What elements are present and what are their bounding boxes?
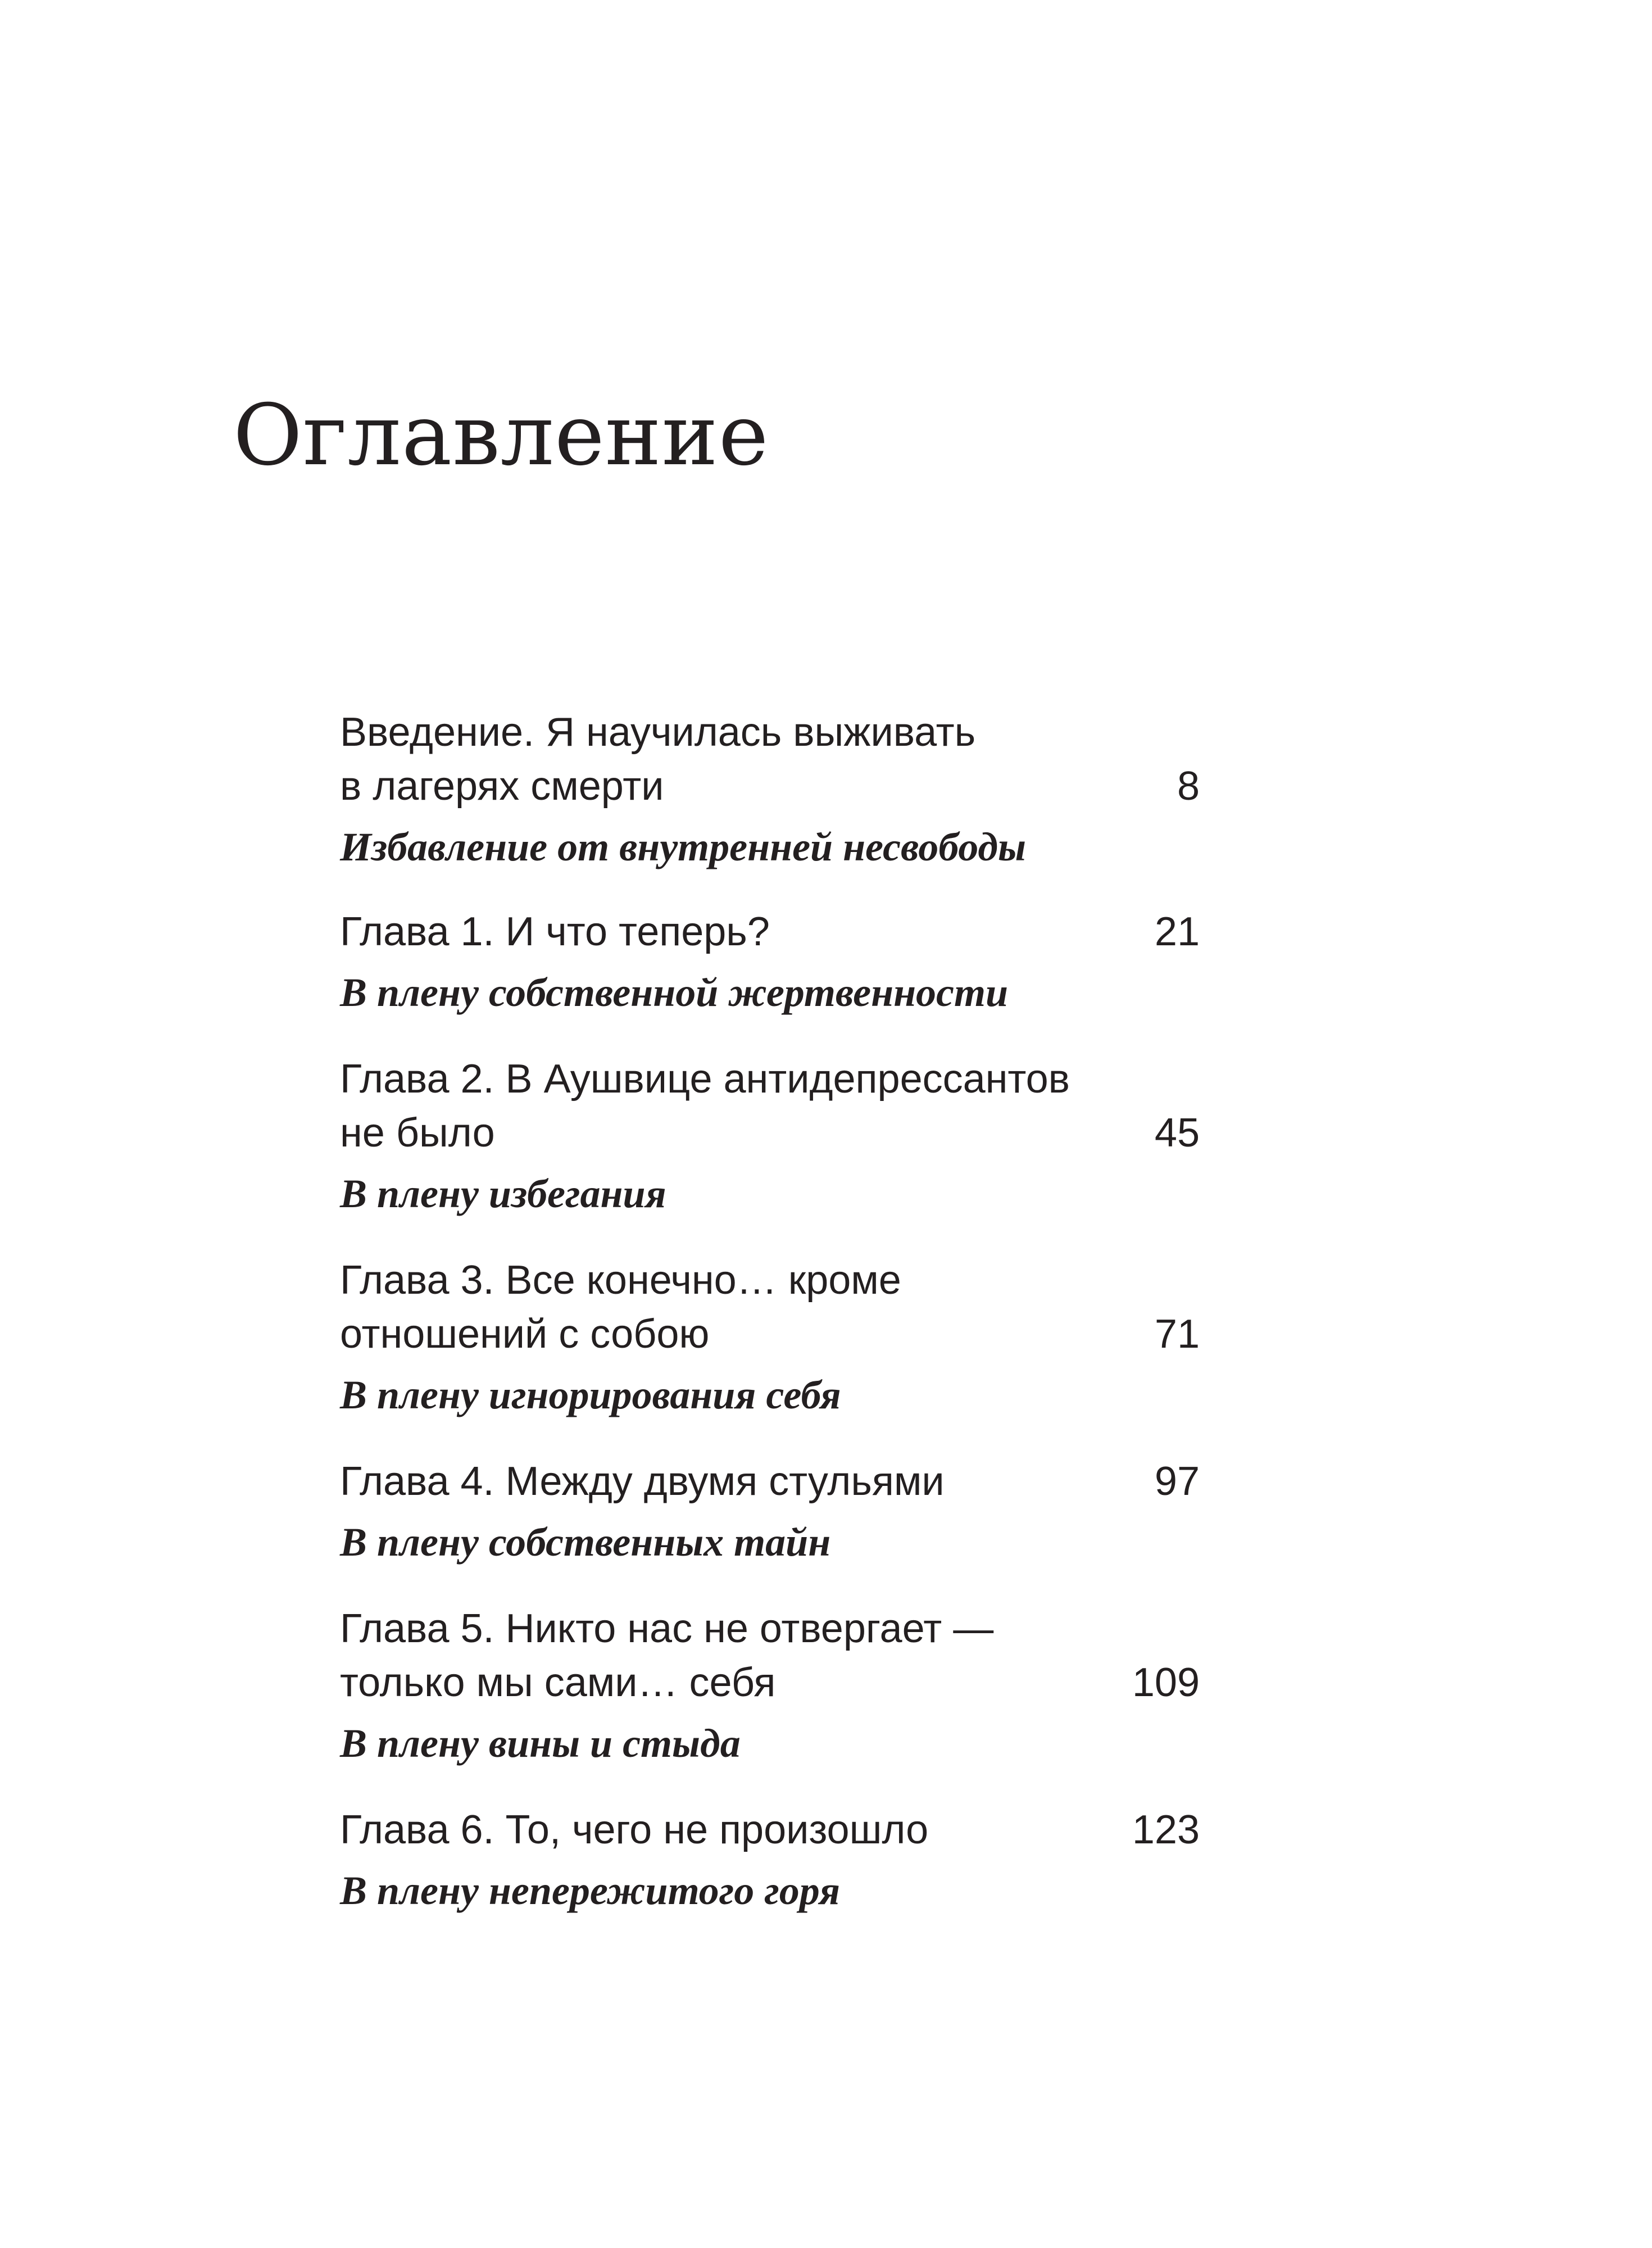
toc-entry-chapter-5[interactable] [340,1602,1200,1771]
toc-entry-title-line: Глава 2. В Аушвице антидепрессантов [340,1057,1070,1102]
toc-page-number: 71 [1154,1312,1200,1357]
toc-entry-title-text: Глава 6. То, чего не произошло [340,1807,929,1852]
toc-entry-subtitle: В плену игнорирования себя [340,1372,841,1417]
toc-entry-subtitle: В плену собственных тайн [340,1520,831,1565]
toc-entry-introduction[interactable] [340,705,1200,875]
toc-page-number: 21 [1154,909,1200,954]
toc-entry-title-line: Введение. Я научилась выживать [340,710,976,755]
toc-entry-chapter-2[interactable] [340,1052,1200,1222]
toc-entry-title-text: только мы сами… себя [340,1660,776,1705]
toc-entry-title-text: отношений с собою [340,1312,710,1357]
toc-page-number: 97 [1154,1459,1200,1504]
toc-entry-title-text: Глава 4. Между двумя стульями [340,1459,945,1504]
toc-entry-title-line: Глава 5. Никто нас не отвергает — [340,1606,994,1651]
toc-page-number: 8 [1177,764,1200,809]
toc-entry-title-text: Глава 1. И что теперь? [340,909,770,954]
toc-entry-subtitle: Избавление от внутренней несвободы [340,824,1026,869]
toc-entry-title-line [340,1803,1200,1857]
toc-entry-title-text: не было [340,1111,495,1155]
toc-entry-chapter-1[interactable] [340,905,1200,1021]
toc-entry-chapter-4[interactable] [340,1454,1200,1570]
toc-entry-title-line [340,759,1200,813]
toc-page-number: 109 [1132,1660,1200,1705]
toc-page-number: 123 [1132,1807,1200,1852]
toc-entry-title-line [340,905,1200,959]
toc-entry-subtitle: В плену избегания [340,1171,666,1216]
toc-entry-subtitle: В плену вины и стыда [340,1721,741,1766]
toc-page-number: 45 [1154,1111,1200,1155]
toc-entry-title-line [340,1307,1200,1361]
toc-entry-subtitle: В плену собственной жертвенности [340,970,1009,1015]
toc-entry-title-text: в лагерях смерти [340,764,664,809]
toc-entry-chapter-6[interactable] [340,1803,1200,1919]
toc-entry-title-line: Глава 3. Все конечно… кроме [340,1258,901,1303]
toc-entry-title-line [340,1656,1200,1710]
toc-entry-title-line [340,1454,1200,1508]
toc-entry-title-line [340,1106,1200,1160]
toc-entry-chapter-3[interactable] [340,1253,1200,1423]
toc-entry-subtitle: В плену непережитого горя [340,1868,840,1913]
page-title: Оглавление [233,387,769,484]
